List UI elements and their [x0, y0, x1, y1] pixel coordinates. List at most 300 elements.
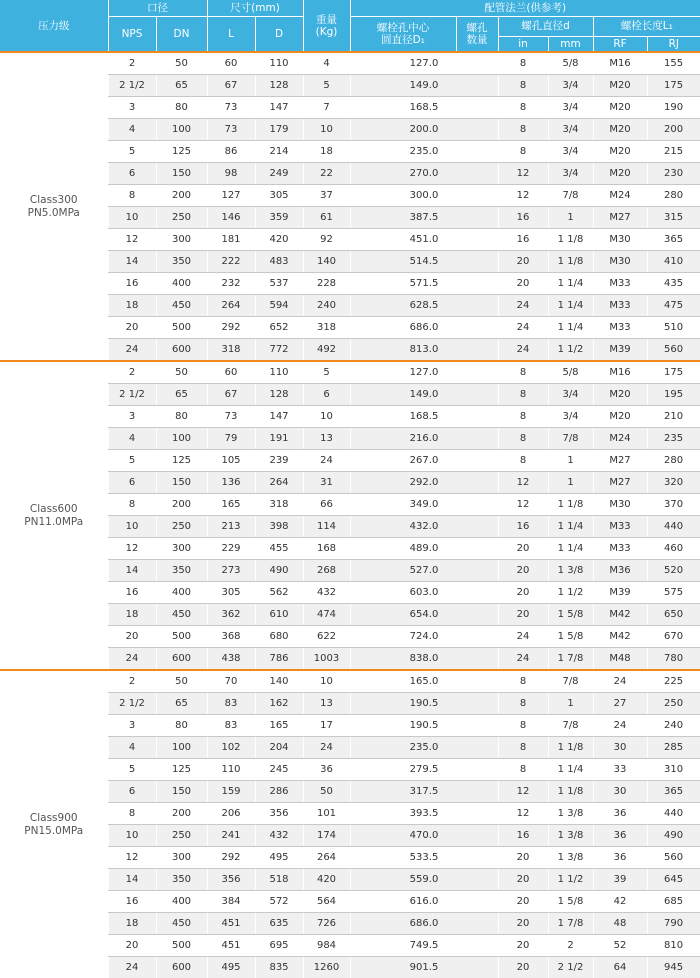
dn-cell: 80 [156, 406, 207, 428]
bolt-diameter-in-cell: 3/4 [548, 384, 593, 406]
diameter-d-cell: 191 [255, 428, 303, 450]
diameter-d-cell: 490 [255, 560, 303, 582]
weight-cell: 37 [303, 185, 350, 207]
bolt-diameter-in-cell: 2 1/2 [548, 957, 593, 978]
length-l-cell: 67 [207, 75, 255, 97]
dn-header: DN [156, 16, 207, 52]
length-l-cell: 136 [207, 472, 255, 494]
bolt-diameter-in-cell: 1 5/8 [548, 626, 593, 648]
bolt-hole-count-cell: 20 [498, 604, 548, 626]
nps-cell: 3 [108, 97, 156, 119]
bolt-diameter-mm-cell: M20 [593, 119, 647, 141]
bolt-diameter-in-cell: 1 1/2 [548, 869, 593, 891]
dn-cell: 50 [156, 670, 207, 693]
diameter-d-cell: 110 [255, 52, 303, 75]
diameter-d-cell: 483 [255, 251, 303, 273]
nps-cell: 18 [108, 295, 156, 317]
bolt-length-rf-cell: 190 [647, 97, 700, 119]
size-header: 口径 [108, 0, 207, 16]
length-l-cell: 356 [207, 869, 255, 891]
bolt-hole-count-cell: 20 [498, 560, 548, 582]
nps-cell: 18 [108, 913, 156, 935]
length-l-cell: 110 [207, 759, 255, 781]
bolt-length-rf-cell: 310 [647, 759, 700, 781]
bolt-hole-count-cell: 24 [498, 317, 548, 339]
length-l-cell: 86 [207, 141, 255, 163]
bolt-circle-diameter-cell: 127.0 [350, 52, 498, 75]
bolt-circle-diameter-cell: 489.0 [350, 538, 498, 560]
weight-cell: 10 [303, 670, 350, 693]
bolt-hole-count-cell: 8 [498, 361, 548, 384]
length-l-cell: 241 [207, 825, 255, 847]
bolt-circle-diameter-cell: 149.0 [350, 75, 498, 97]
bolt-length-rf-cell: 285 [647, 737, 700, 759]
bolt-circle-diameter-cell: 724.0 [350, 626, 498, 648]
nps-cell: 2 [108, 670, 156, 693]
bolt-hole-count-cell: 20 [498, 957, 548, 978]
dn-cell: 500 [156, 626, 207, 648]
bolt-circle-diameter-cell: 200.0 [350, 119, 498, 141]
weight-cell: 10 [303, 119, 350, 141]
diameter-d-cell: 147 [255, 97, 303, 119]
length-l-cell: 60 [207, 361, 255, 384]
bolt-diameter-in-cell: 1 3/8 [548, 825, 593, 847]
weight-cell: 31 [303, 472, 350, 494]
dn-cell: 350 [156, 560, 207, 582]
bolt-length-rf-cell: 195 [647, 384, 700, 406]
dn-cell: 80 [156, 715, 207, 737]
bolt-length-rj-header: RJ [647, 36, 700, 52]
nps-header: NPS [108, 16, 156, 52]
diameter-d-cell: 110 [255, 361, 303, 384]
weight-cell: 726 [303, 913, 350, 935]
diameter-d-cell: 286 [255, 781, 303, 803]
length-l-cell: 213 [207, 516, 255, 538]
nps-cell: 18 [108, 604, 156, 626]
bolt-diameter-header: 螺孔直径d [498, 16, 593, 36]
bolt-diameter-mm-cell: 52 [593, 935, 647, 957]
bolt-diameter-in-cell: 1 7/8 [548, 648, 593, 671]
bolt-circle-diameter-cell: 267.0 [350, 450, 498, 472]
bolt-hole-count-cell: 8 [498, 759, 548, 781]
dn-cell: 150 [156, 163, 207, 185]
diameter-d-cell: 572 [255, 891, 303, 913]
bolt-length-rf-cell: 670 [647, 626, 700, 648]
bolt-diameter-in-cell: 5/8 [548, 361, 593, 384]
bolt-length-rf-cell: 945 [647, 957, 700, 978]
weight-cell: 318 [303, 317, 350, 339]
bolt-length-rf-cell: 510 [647, 317, 700, 339]
weight-cell: 24 [303, 737, 350, 759]
bolt-diameter-mm-cell: M27 [593, 472, 647, 494]
length-l-cell: 206 [207, 803, 255, 825]
bolt-circle-diameter-cell: 533.5 [350, 847, 498, 869]
nps-cell: 4 [108, 428, 156, 450]
length-l-cell: 83 [207, 693, 255, 715]
nps-cell: 16 [108, 891, 156, 913]
bolt-diameter-mm-cell: M42 [593, 604, 647, 626]
bolt-diameter-in-cell: 1 1/8 [548, 251, 593, 273]
length-l-cell: 105 [207, 450, 255, 472]
nps-cell: 8 [108, 494, 156, 516]
bolt-length-rf-cell: 235 [647, 428, 700, 450]
length-l-cell: 159 [207, 781, 255, 803]
bolt-hole-count-cell: 8 [498, 52, 548, 75]
bolt-length-header: 螺栓长度L₁ [593, 16, 700, 36]
bolt-diameter-mm-cell: M30 [593, 251, 647, 273]
dn-cell: 300 [156, 847, 207, 869]
bolt-hole-count-cell: 8 [498, 737, 548, 759]
bolt-length-rf-cell: 370 [647, 494, 700, 516]
bolt-hole-count-cell: 8 [498, 141, 548, 163]
nps-cell: 24 [108, 957, 156, 978]
nps-cell: 10 [108, 516, 156, 538]
bolt-length-rf-cell: 685 [647, 891, 700, 913]
length-l-cell: 102 [207, 737, 255, 759]
weight-cell: 4 [303, 52, 350, 75]
bolt-circle-diameter-cell: 270.0 [350, 163, 498, 185]
dn-cell: 600 [156, 648, 207, 671]
dn-cell: 200 [156, 803, 207, 825]
length-l-cell: 98 [207, 163, 255, 185]
bolt-diameter-in-cell: 1 1/4 [548, 516, 593, 538]
diameter-d-cell: 432 [255, 825, 303, 847]
dn-cell: 150 [156, 472, 207, 494]
bolt-diameter-in-cell: 1 3/8 [548, 560, 593, 582]
bolt-circle-diameter-cell: 470.0 [350, 825, 498, 847]
bolt-diameter-in-cell: 3/4 [548, 97, 593, 119]
dn-cell: 125 [156, 141, 207, 163]
bolt-diameter-mm-cell: 39 [593, 869, 647, 891]
nps-cell: 6 [108, 781, 156, 803]
nps-cell: 12 [108, 847, 156, 869]
dn-cell: 400 [156, 891, 207, 913]
dn-cell: 80 [156, 97, 207, 119]
bolt-circle-diameter-cell: 165.0 [350, 670, 498, 693]
bolt-length-rf-cell: 230 [647, 163, 700, 185]
nps-cell: 14 [108, 251, 156, 273]
bolt-diameter-mm-cell: 48 [593, 913, 647, 935]
bolt-diameter-mm-cell: M20 [593, 406, 647, 428]
bolt-length-rf-cell: 520 [647, 560, 700, 582]
bolt-circle-diameter-cell: 686.0 [350, 317, 498, 339]
bolt-diameter-in-cell: 3/4 [548, 141, 593, 163]
bolt-circle-diameter-cell: 654.0 [350, 604, 498, 626]
length-l-cell: 438 [207, 648, 255, 671]
weight-cell: 140 [303, 251, 350, 273]
bolt-diameter-in-cell: 1 5/8 [548, 604, 593, 626]
dn-cell: 400 [156, 582, 207, 604]
diameter-d-cell: 786 [255, 648, 303, 671]
length-l-cell: 83 [207, 715, 255, 737]
bolt-diameter-mm-header: mm [548, 36, 593, 52]
length-l-cell: 181 [207, 229, 255, 251]
weight-cell: 564 [303, 891, 350, 913]
bolt-diameter-mm-cell: M33 [593, 295, 647, 317]
diameter-d-cell: 249 [255, 163, 303, 185]
bolt-circle-diameter-cell: 292.0 [350, 472, 498, 494]
pressure-class-label [0, 670, 108, 978]
nps-cell: 2 1/2 [108, 75, 156, 97]
bolt-hole-count-cell: 12 [498, 163, 548, 185]
bolt-diameter-in-cell: 1 3/8 [548, 803, 593, 825]
bolt-circle-diameter-cell: 749.5 [350, 935, 498, 957]
bolt-diameter-in-cell: 1 1/4 [548, 273, 593, 295]
diameter-d-cell: 652 [255, 317, 303, 339]
nps-cell: 8 [108, 185, 156, 207]
length-l-cell: 273 [207, 560, 255, 582]
diameter-d-cell: 537 [255, 273, 303, 295]
bolt-hole-count-cell: 12 [498, 781, 548, 803]
bolt-diameter-mm-cell: M16 [593, 52, 647, 75]
weight-cell: 174 [303, 825, 350, 847]
dn-cell: 250 [156, 516, 207, 538]
bolt-diameter-mm-cell: M33 [593, 317, 647, 339]
nps-cell: 12 [108, 229, 156, 251]
nps-cell: 20 [108, 317, 156, 339]
diameter-d-cell: 204 [255, 737, 303, 759]
length-l-cell: 165 [207, 494, 255, 516]
diameter-d-cell: 594 [255, 295, 303, 317]
bolt-circle-diameter-cell: 317.5 [350, 781, 498, 803]
bolt-length-rf-cell: 365 [647, 781, 700, 803]
bolt-diameter-in-cell: 1 1/4 [548, 295, 593, 317]
bolt-length-rf-cell: 560 [647, 847, 700, 869]
bolt-hole-count-cell: 8 [498, 97, 548, 119]
weight-cell: 18 [303, 141, 350, 163]
bolt-diameter-mm-cell: 24 [593, 670, 647, 693]
bolt-diameter-in-cell: 1 1/8 [548, 781, 593, 803]
diameter-header: D [255, 16, 303, 52]
length-l-cell: 146 [207, 207, 255, 229]
diameter-d-cell: 518 [255, 869, 303, 891]
bolt-diameter-in-cell: 1 [548, 472, 593, 494]
bolt-diameter-mm-cell: 42 [593, 891, 647, 913]
length-l-cell: 229 [207, 538, 255, 560]
length-l-cell: 495 [207, 957, 255, 978]
dn-cell: 65 [156, 75, 207, 97]
weight-cell: 5 [303, 75, 350, 97]
bolt-length-rf-cell: 215 [647, 141, 700, 163]
bolt-length-rf-cell: 645 [647, 869, 700, 891]
diameter-d-cell: 264 [255, 472, 303, 494]
weight-cell: 92 [303, 229, 350, 251]
bolt-circle-diameter-cell: 216.0 [350, 428, 498, 450]
bolt-diameter-in-cell: 1 7/8 [548, 913, 593, 935]
bolt-diameter-mm-cell: M33 [593, 538, 647, 560]
length-l-cell: 264 [207, 295, 255, 317]
dn-cell: 100 [156, 428, 207, 450]
bolt-hole-count-cell: 8 [498, 119, 548, 141]
bolt-length-rf-cell: 575 [647, 582, 700, 604]
bolt-diameter-in-cell: 1 1/2 [548, 582, 593, 604]
diameter-d-cell: 305 [255, 185, 303, 207]
dn-cell: 350 [156, 251, 207, 273]
nps-cell: 24 [108, 339, 156, 362]
bolt-length-rf-cell: 175 [647, 361, 700, 384]
bolt-diameter-in-cell: 1 [548, 693, 593, 715]
bolt-diameter-mm-cell: 33 [593, 759, 647, 781]
length-l-cell: 60 [207, 52, 255, 75]
nps-cell: 14 [108, 869, 156, 891]
bolt-diameter-mm-cell: M39 [593, 339, 647, 362]
diameter-d-cell: 772 [255, 339, 303, 362]
bolt-diameter-mm-cell: M20 [593, 141, 647, 163]
bolt-hole-count-cell: 20 [498, 869, 548, 891]
diameter-d-cell: 147 [255, 406, 303, 428]
bolt-hole-count-cell: 20 [498, 935, 548, 957]
weight-cell: 10 [303, 406, 350, 428]
dn-cell: 100 [156, 737, 207, 759]
nps-cell: 3 [108, 406, 156, 428]
weight-cell: 264 [303, 847, 350, 869]
dn-cell: 65 [156, 384, 207, 406]
bolt-diameter-in-cell: 1 [548, 450, 593, 472]
bolt-length-rf-cell: 315 [647, 207, 700, 229]
length-l-cell: 318 [207, 339, 255, 362]
nps-cell: 20 [108, 935, 156, 957]
length-l-cell: 292 [207, 317, 255, 339]
nps-cell: 24 [108, 648, 156, 671]
diameter-d-cell: 140 [255, 670, 303, 693]
nps-cell: 2 [108, 361, 156, 384]
bolt-circle-diameter-cell: 190.5 [350, 693, 498, 715]
length-l-cell: 305 [207, 582, 255, 604]
length-l-cell: 73 [207, 97, 255, 119]
diameter-d-cell: 398 [255, 516, 303, 538]
weight-cell: 492 [303, 339, 350, 362]
nps-cell: 6 [108, 472, 156, 494]
nps-cell: 12 [108, 538, 156, 560]
bolt-length-rf-header: RF [593, 36, 647, 52]
weight-cell: 228 [303, 273, 350, 295]
diameter-d-cell: 635 [255, 913, 303, 935]
bolt-circle-diameter-cell: 901.5 [350, 957, 498, 978]
nps-cell: 5 [108, 450, 156, 472]
dn-cell: 600 [156, 339, 207, 362]
length-l-cell: 451 [207, 935, 255, 957]
bolt-hole-count-cell: 20 [498, 251, 548, 273]
bolt-length-rf-cell: 410 [647, 251, 700, 273]
pressure-class-label [0, 361, 108, 670]
length-l-cell: 384 [207, 891, 255, 913]
bolt-length-rf-cell: 560 [647, 339, 700, 362]
bolt-hole-count-cell: 8 [498, 75, 548, 97]
diameter-d-cell: 835 [255, 957, 303, 978]
table-body [0, 52, 700, 978]
diameter-d-cell: 179 [255, 119, 303, 141]
nps-cell: 8 [108, 803, 156, 825]
weight-cell: 66 [303, 494, 350, 516]
bolt-hole-count-cell: 16 [498, 229, 548, 251]
bolt-hole-count-cell: 20 [498, 847, 548, 869]
length-l-cell: 292 [207, 847, 255, 869]
bolt-circle-diameter-cell: 571.5 [350, 273, 498, 295]
bolt-length-rf-cell: 780 [647, 648, 700, 671]
bolt-circle-diameter-cell: 190.5 [350, 715, 498, 737]
bolt-length-rf-cell: 435 [647, 273, 700, 295]
nps-cell: 4 [108, 737, 156, 759]
dn-cell: 250 [156, 207, 207, 229]
weight-cell: 36 [303, 759, 350, 781]
bolt-hole-count-cell: 16 [498, 825, 548, 847]
length-l-cell: 368 [207, 626, 255, 648]
weight-cell: 13 [303, 428, 350, 450]
nps-cell: 3 [108, 715, 156, 737]
nps-cell: 14 [108, 560, 156, 582]
bolt-circle-diameter-cell: 349.0 [350, 494, 498, 516]
weight-cell: 61 [303, 207, 350, 229]
bolt-diameter-in-cell: 1 1/8 [548, 737, 593, 759]
bolt-length-rf-cell: 790 [647, 913, 700, 935]
diameter-d-cell: 162 [255, 693, 303, 715]
length-header: L [207, 16, 255, 52]
bolt-diameter-in-cell: 2 [548, 935, 593, 957]
bolt-length-rf-cell: 200 [647, 119, 700, 141]
dn-cell: 450 [156, 604, 207, 626]
bolt-hole-count-cell: 16 [498, 207, 548, 229]
bolt-hole-count-cell: 20 [498, 913, 548, 935]
nps-cell: 2 1/2 [108, 384, 156, 406]
bolt-diameter-mm-cell: M33 [593, 273, 647, 295]
bolt-diameter-in-cell: 1 1/4 [548, 538, 593, 560]
bolt-length-rf-cell: 280 [647, 185, 700, 207]
bolt-diameter-mm-cell: M36 [593, 560, 647, 582]
pressure-rating: PN5.0MPa [28, 207, 80, 219]
table-row [0, 52, 700, 75]
bolt-diameter-in-cell: 1 1/4 [548, 317, 593, 339]
nps-cell: 5 [108, 141, 156, 163]
weight-cell: 984 [303, 935, 350, 957]
diameter-d-cell: 562 [255, 582, 303, 604]
bolt-hole-count-cell: 20 [498, 273, 548, 295]
bolt-diameter-mm-cell: M42 [593, 626, 647, 648]
bolt-diameter-mm-cell: M24 [593, 185, 647, 207]
bolt-diameter-in-cell: 7/8 [548, 670, 593, 693]
bolt-diameter-mm-cell: M27 [593, 450, 647, 472]
bolt-diameter-mm-cell: 64 [593, 957, 647, 978]
dn-cell: 350 [156, 869, 207, 891]
bolt-hole-count-cell: 12 [498, 472, 548, 494]
bolt-diameter-mm-cell: 30 [593, 737, 647, 759]
weight-cell: 1003 [303, 648, 350, 671]
bolt-length-rf-cell: 440 [647, 803, 700, 825]
weight-cell: 622 [303, 626, 350, 648]
length-l-cell: 222 [207, 251, 255, 273]
dn-cell: 65 [156, 693, 207, 715]
bolt-hole-count-cell: 20 [498, 538, 548, 560]
bolt-circle-diameter-cell: 168.5 [350, 97, 498, 119]
bolt-diameter-in-cell: 1 5/8 [548, 891, 593, 913]
dn-cell: 150 [156, 781, 207, 803]
bolt-circle-diameter-cell: 628.5 [350, 295, 498, 317]
bolt-circle-diameter-cell: 514.5 [350, 251, 498, 273]
bolt-length-rf-cell: 210 [647, 406, 700, 428]
diameter-d-cell: 356 [255, 803, 303, 825]
weight-cell: 240 [303, 295, 350, 317]
diameter-d-cell: 128 [255, 75, 303, 97]
bolt-circle-diameter-cell: 393.5 [350, 803, 498, 825]
weight-cell: 50 [303, 781, 350, 803]
bolt-hole-count-cell: 12 [498, 803, 548, 825]
bolt-holes-header: 螺孔 数量 [456, 16, 498, 52]
bolt-diameter-mm-cell: M30 [593, 229, 647, 251]
bolt-circle-diameter-cell: 616.0 [350, 891, 498, 913]
bolt-circle-diameter-cell: 527.0 [350, 560, 498, 582]
bolt-hole-count-cell: 8 [498, 450, 548, 472]
weight-cell: 22 [303, 163, 350, 185]
dn-cell: 250 [156, 825, 207, 847]
